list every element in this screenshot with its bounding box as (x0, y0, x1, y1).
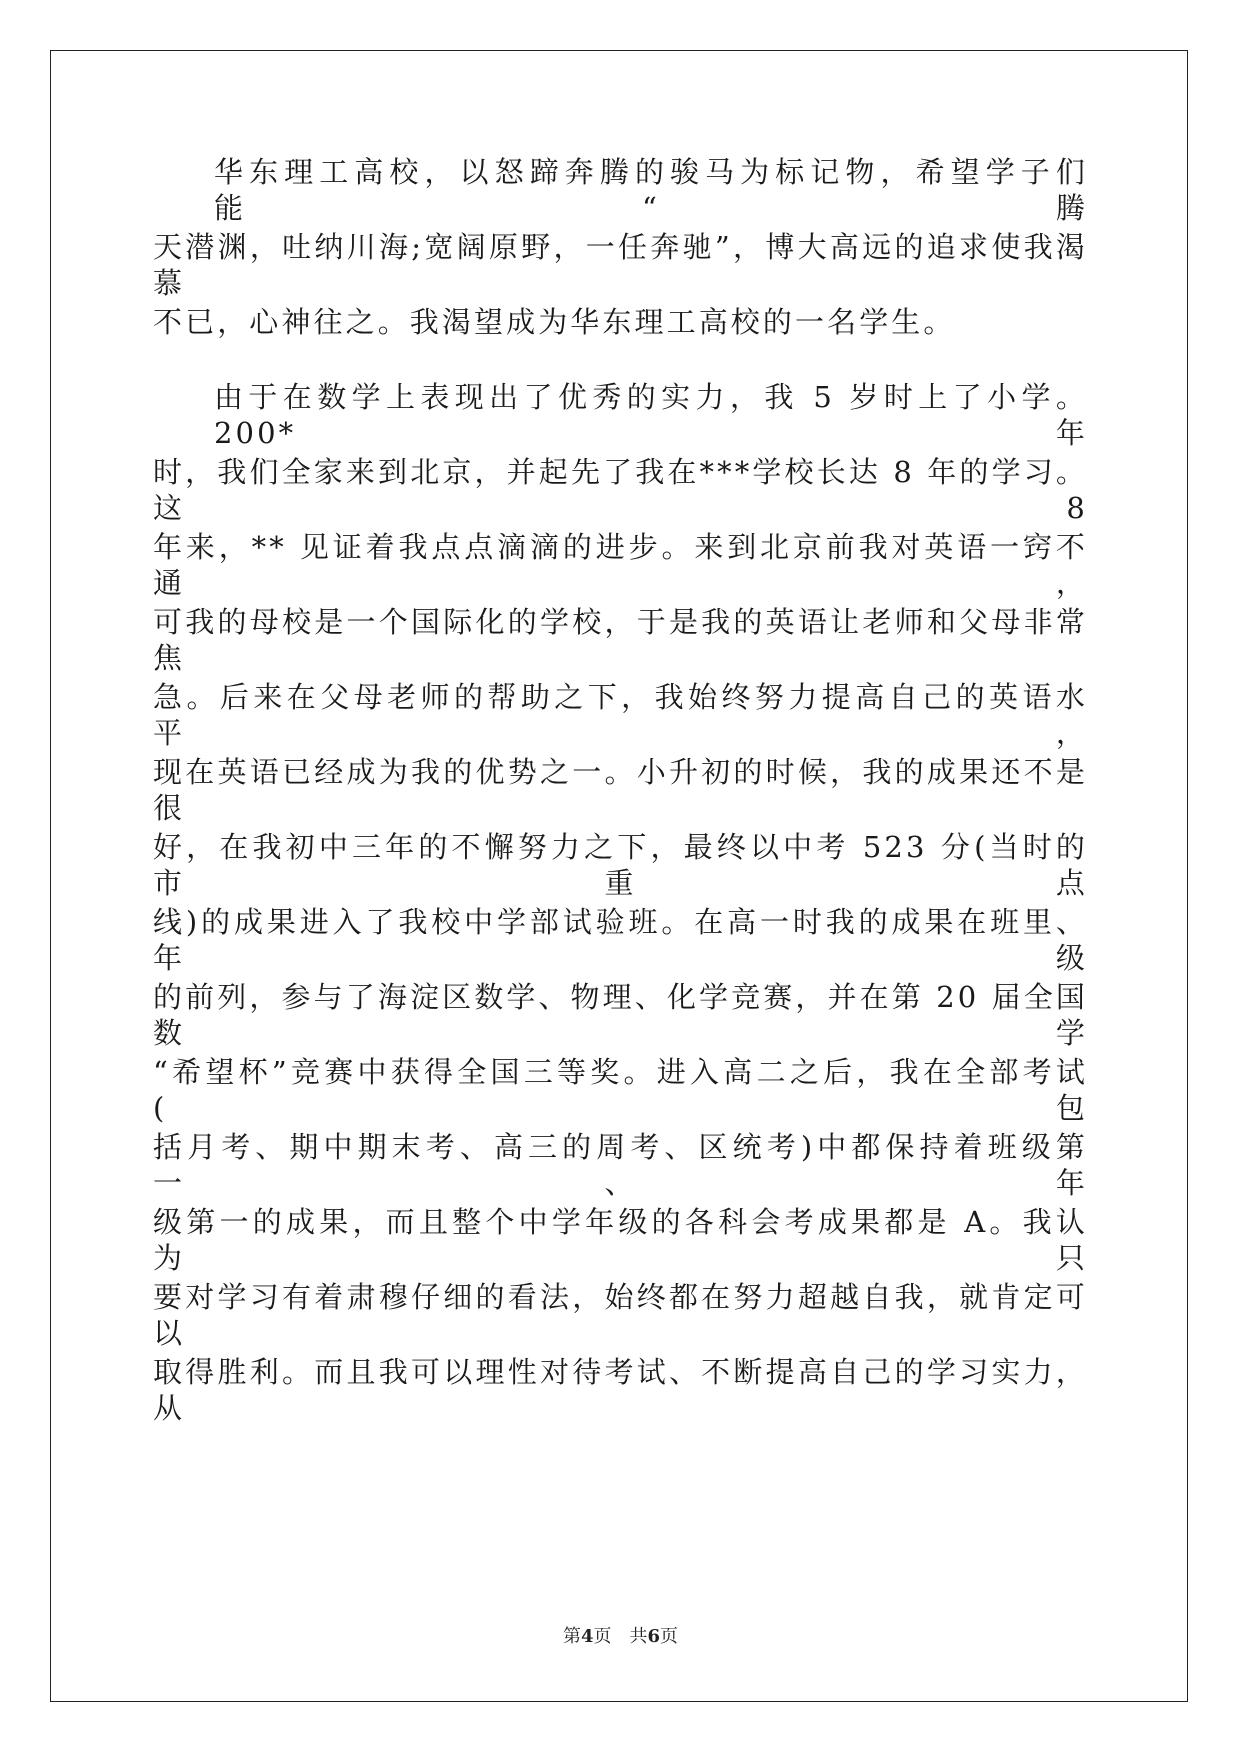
paragraph-2-line-11: 括月考、期中期末考、高三的周考、区统考)中都保持着班级第一、年 (153, 1130, 1088, 1200)
paragraph-1-line-2: 天潜渊，吐纳川海;宽阔原野，一任奔驰”，博大高远的追求使我渴慕 (153, 230, 1088, 300)
paragraph-2-line-12: 级第一的成果，而且整个中学年级的各科会考成果都是 A。我认为只 (153, 1205, 1088, 1275)
paragraph-2-line-9: 的前列，参与了海淀区数学、物理、化学竞赛，并在第 20 届全国数学 (153, 980, 1088, 1050)
total-page-number: 6 (647, 1626, 661, 1647)
current-page-number: 4 (580, 1626, 594, 1647)
paragraph-2-line-5: 急。后来在父母老师的帮助之下，我始终努力提高自己的英语水平， (153, 680, 1088, 750)
footer-prefix: 第 (562, 1626, 581, 1647)
paragraph-2-line-13: 要对学习有着肃穆仔细的看法，始终都在努力超越自我，就肯定可以 (153, 1280, 1088, 1350)
paragraph-2-line-6: 现在英语已经成为我的优势之一。小升初的时候，我的成果还不是很 (153, 755, 1088, 825)
paragraph-2-line-8: 线)的成果进入了我校中学部试验班。在高一时我的成果在班里、年级 (153, 905, 1088, 975)
paragraph-2-line-10: “希望杯”竞赛中获得全国三等奖。进入高二之后，我在全部考试(包 (153, 1055, 1088, 1125)
paragraph-1-line-1: 华东理工高校，以怒蹄奔腾的骏马为标记物，希望学子们能“腾 (214, 155, 1088, 225)
paragraph-2-line-14: 取得胜利。而且我可以理性对待考试、不断提高自己的学习实力，从 (153, 1355, 1088, 1425)
page-footer (0, 1622, 1241, 1648)
footer-total-unit: 页 (660, 1626, 679, 1647)
paragraph-2-line-4: 可我的母校是一个国际化的学校，于是我的英语让老师和父母非常焦 (153, 605, 1088, 675)
paragraph-2-line-2: 时，我们全家来到北京，并起先了我在***学校长达 8 年的学习。这 8 (153, 455, 1088, 525)
paragraph-2-line-7: 好，在我初中三年的不懈努力之下，最终以中考 523 分(当时的市重点 (153, 830, 1088, 900)
footer-page-unit: 页 (593, 1626, 612, 1647)
paragraph-2-line-1: 由于在数学上表现出了优秀的实力，我 5 岁时上了小学。200*年 (214, 380, 1088, 450)
paragraph-2-line-3: 年来，** 见证着我点点滴滴的进步。来到北京前我对英语一窍不通， (153, 530, 1088, 600)
paragraph-1-line-3: 不已，心神往之。我渴望成为华东理工高校的一名学生。 (153, 305, 956, 339)
footer-total-prefix: 共 (629, 1626, 648, 1647)
